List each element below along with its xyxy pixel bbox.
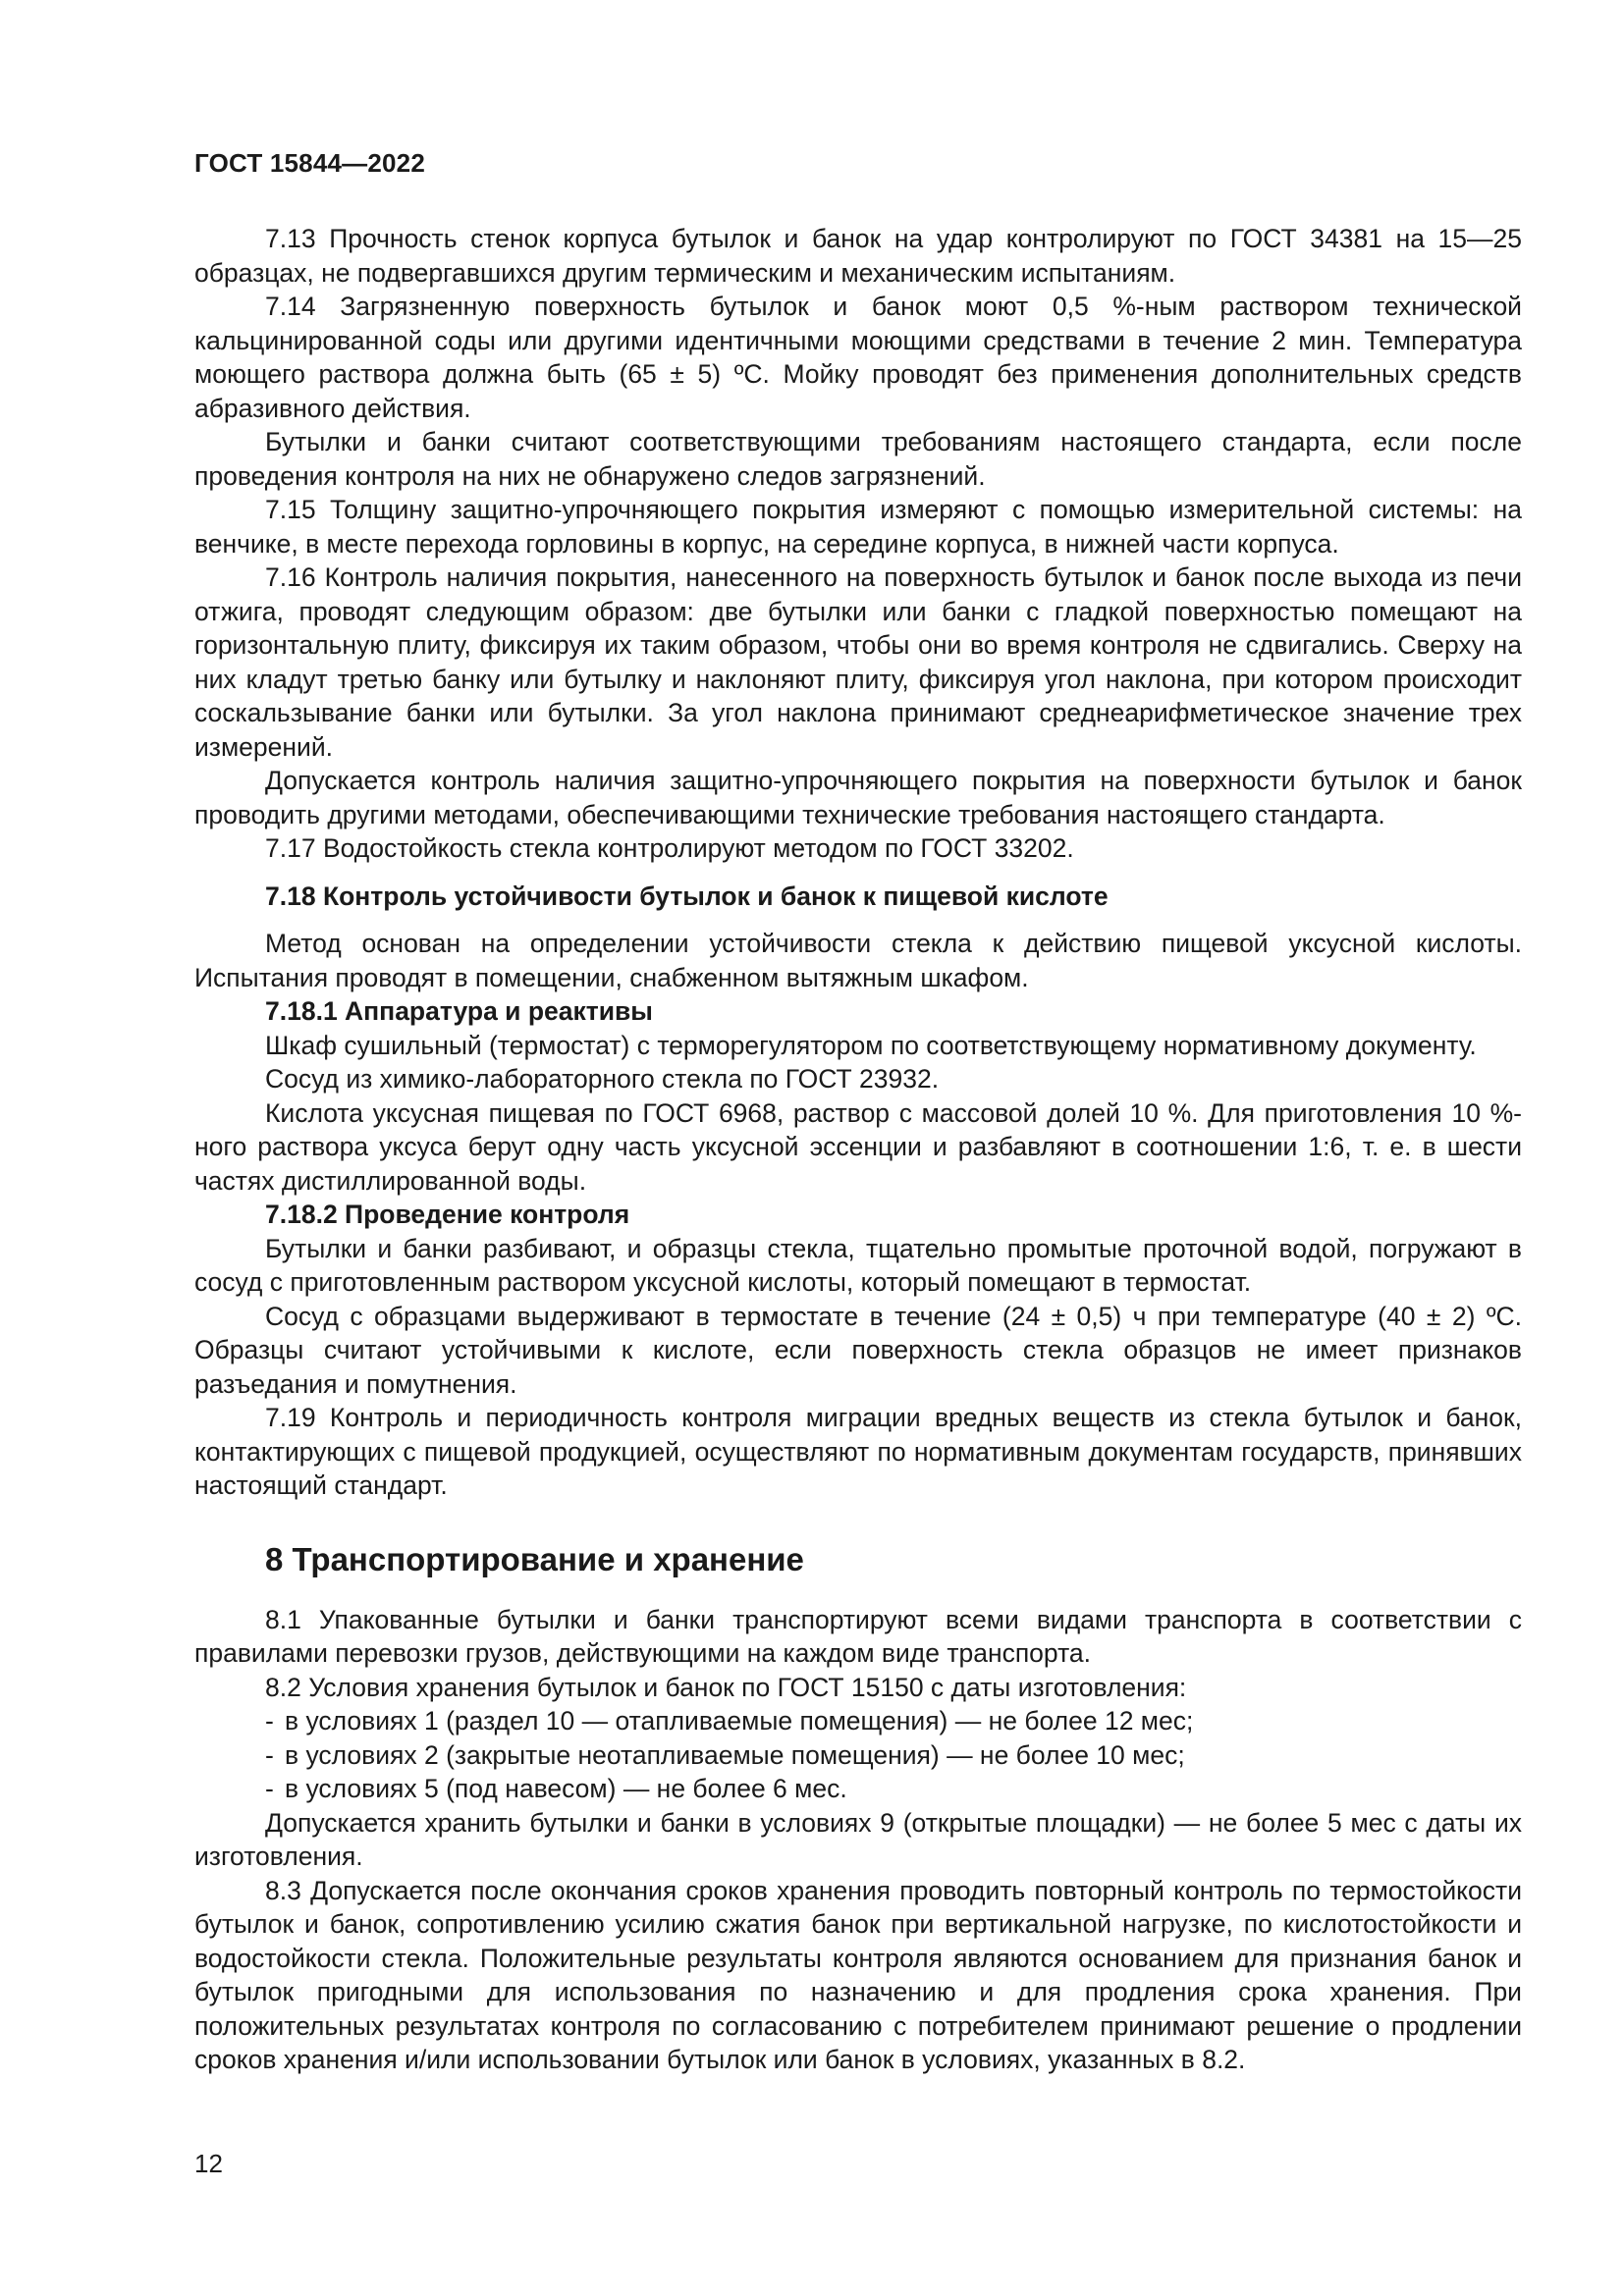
- storage-conditions-list: [194, 1704, 1522, 1806]
- heading-7-18-2: 7.18.2 Проведение контроля: [265, 1200, 630, 1229]
- paragraph-7-18: Метод основан на определении устойчивости стекла к действию пищевой уксусной кислоты. Испытания проводят в помещении, снабженном вытяжным шкафом.: [194, 929, 1522, 992]
- paragraph-8-3: 8.3 Допускается после окончания сроков хранения проводить повторный контроль по термостойкости бутылок и банок, сопротивлению усилию сжатия банок при вертикальной нагрузке, по кислотостойкости и водостойкости стекла. Положительные результаты контроля являются основанием для признания банок и бутылок пригодными для использования по назначению и для продления срока хранения. При положительных результатах контроля по согласованию с потребителем принимают решение о продлении сроков хранения и/или использовании бутылок или банок в условиях, указанных в 8.2.: [194, 1875, 1522, 2074]
- list-item: - в условиях 2 (закрытые неотапливаемые помещения) — не более 10 мес;: [265, 1739, 1185, 1770]
- heading-7-18: 7.18 Контроль устойчивости бутылок и банок к пищевой кислоте: [265, 881, 1109, 911]
- paragraph-7-17: 7.17 Водостойкость стекла контролируют методом по ГОСТ 33202.: [265, 833, 1074, 863]
- paragraph-7-18-1-acid: Кислота уксусная пищевая по ГОСТ 6968, раствор с массовой долей 10 %. Для приготовления 10 %-ного раствора уксуса берут одну часть уксусной эссенции и разбавляют в соотношении 1:6, т. е. в шести частях дистиллированной воды.: [194, 1097, 1522, 1196]
- paragraph-7-16-continued: Допускается контроль наличия защитно-упрочняющего покрытия на поверхности бутылок и банок проводить другими методами, обеспечивающими технические требования настоящего стандарта.: [194, 766, 1522, 829]
- paragraph-8-1: 8.1 Упакованные бутылки и банки транспортируют всеми видами транспорта в соответствии с правилами перевозки грузов, действующими на каждом виде транспорта.: [194, 1604, 1522, 1668]
- document-page: [194, 147, 1522, 2077]
- paragraph-7-18-2-result: Сосуд с образцами выдерживают в термостате в течение (24 ± 0,5) ч при температуре (40 ± 2) ºС. Образцы считают устойчивыми к кислоте, если поверхность стекла образцов не имеет признаков разъедания и помутнения.: [194, 1301, 1522, 1399]
- paragraph-7-15: 7.15 Толщину защитно-упрочняющего покрытия измеряют с помощью измерительной системы: на венчике, в месте перехода горловины в корпус, на середине корпуса, в нижней части корпуса.: [194, 495, 1522, 559]
- paragraph-7-14-continued: Бутылки и банки считают соответствующими требованиям настоящего стандарта, если после проведения контроля на них не обнаружено следов загрязнений.: [194, 427, 1522, 491]
- paragraph-7-14: 7.14 Загрязненную поверхность бутылок и банок моют 0,5 %-ным раствором технической кальцинированной соды или другими идентичными моющими средствами в течение 2 мин. Температура моющего раствора должна быть (65 ± 5) ºС. Мойку проводят без применения дополнительных средств абразивного действия.: [194, 292, 1522, 423]
- paragraph-8-2: 8.2 Условия хранения бутылок и банок по ГОСТ 15150 с даты изготовления:: [265, 1672, 1187, 1702]
- paragraph-8-2-continued: Допускается хранить бутылки и банки в условиях 9 (открытые площадки) — не более 5 мес с даты их изготовления.: [194, 1807, 1522, 1871]
- page-number: 12: [194, 2149, 223, 2178]
- document-body: [194, 222, 1522, 2077]
- heading-7-18-1: 7.18.1 Аппаратура и реактивы: [265, 996, 653, 1026]
- paragraph-7-18-2-samples: Бутылки и банки разбивают, и образцы стекла, тщательно промытые проточной водой, погружают в сосуд с приготовленным раствором уксусной кислоты, который помещают в термостат.: [194, 1233, 1522, 1297]
- paragraph-7-18-1-vessel: Сосуд из химико-лабораторного стекла по ГОСТ 23932.: [265, 1064, 940, 1094]
- paragraph-7-18-1-dryer: Шкаф сушильный (термостат) с терморегулятором по соответствующему нормативному документу.: [265, 1030, 1477, 1060]
- paragraph-7-13: 7.13 Прочность стенок корпуса бутылок и банок на удар контролируют по ГОСТ 34381 на 15—25 образцах, не подвергавшихся другим термическим и механическим испытаниям.: [194, 224, 1522, 288]
- list-item: - в условиях 5 (под навесом) — не более 6 мес.: [265, 1774, 847, 1803]
- section-heading-8: 8 Транспортирование и хранение: [265, 1540, 804, 1577]
- paragraph-7-19: 7.19 Контроль и периодичность контроля миграции вредных веществ из стекла бутылок и банок, контактирующих с пищевой продукцией, осуществляют по нормативным документам государств, принявших настоящий стандарт.: [194, 1403, 1522, 1500]
- paragraph-7-16: 7.16 Контроль наличия покрытия, нанесенного на поверхность бутылок и банок после выхода из печи отжига, проводят следующим образом: две бутылки или банки с гладкой поверхностью помещают на горизонтальную плиту, фиксируя их таким образом, чтобы они во время контроля не сдвигались. Сверху на них кладут третью банку или бутылку и наклоняют плиту, фиксируя угол наклона, при котором происходит соскальзывание банки или бутылки. За угол наклона принимают среднеарифметическое значение трех измерений.: [194, 562, 1522, 762]
- document-header: ГОСТ 15844—2022: [194, 148, 425, 178]
- list-item: - в условиях 1 (раздел 10 — отапливаемые помещения) — не более 12 мес;: [265, 1706, 1194, 1735]
